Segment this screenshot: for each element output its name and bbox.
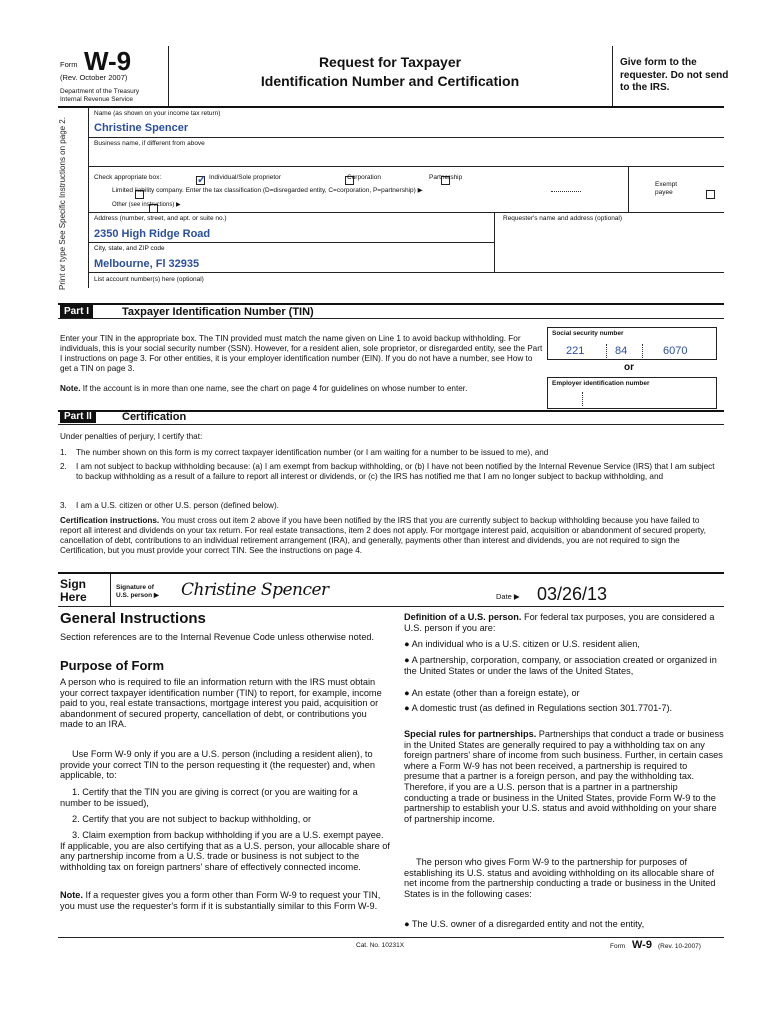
name-label: Name (as shown on your income tax return) — [94, 110, 221, 117]
check-box-label: Check appropriate box: — [94, 174, 162, 181]
purpose-item-2: 2. Certify that you are not subject to backup withholding, or — [72, 814, 312, 824]
exempt-payee-checkbox[interactable] — [706, 190, 715, 199]
us-person-definition-text: For federal tax purposes, you are considered a U.S. person if you are: — [404, 612, 715, 633]
part2-title: Certification — [122, 411, 187, 423]
address-field[interactable]: 2350 High Ridge Road — [94, 228, 211, 240]
ssn-part1: 221 — [566, 345, 585, 357]
signature-label-line2: U.S. person ▶ — [116, 592, 159, 599]
part2-intro: Under penalties of perjury, I certify that: — [60, 432, 203, 441]
partnership-paragraph-2: The person who gives Form W-9 to the partnership for purposes of establishing its U.S. status and avoiding withholding on its allocable share of net income from the partnership conducting a trade or business in the United States is in the following cases: — [404, 857, 716, 899]
form-code: W-9 — [84, 46, 132, 76]
special-rules-partnerships — [404, 729, 724, 824]
us-person-bullet-4: ● A domestic trust (as defined in Regulations section 301.7701-7). — [404, 703, 673, 713]
partnership-label: Partnership — [429, 174, 463, 181]
part1-tag: Part I — [60, 305, 93, 318]
purpose-item-3: 3. Claim exemption from backup withholding if you are a U.S. exempt payee. If applicable, you are also certifying that as a U.S. person, your allocable share of any partnership income from a U.S. trade or business is not subject to the withholding tax on foreign partners' share of effectively connected income. — [60, 830, 390, 872]
city-field[interactable]: Melbourne, Fl 32935 — [94, 258, 200, 270]
part1-note-text: If the account is in more than one name, see the chart on page 4 for guidelines on whose number to enter. — [80, 384, 468, 393]
city-label: City, state, and ZIP code — [94, 245, 165, 252]
footer-form-word: Form — [610, 943, 626, 950]
exempt-payee-label: Exempt payee — [655, 181, 678, 196]
general-instructions-text: Section references are to the Internal Revenue Code unless otherwise noted. — [60, 632, 375, 642]
ein-label: Employer identification number — [552, 380, 650, 387]
partnership-bullet-1: ● The U.S. owner of a disregarded entity and not the entity, — [404, 919, 645, 929]
purpose-item-1: 1. Certify that the TIN you are giving is correct (or you are waiting for a number to be issued), — [60, 787, 358, 808]
ssn-box[interactable] — [547, 327, 717, 360]
purpose-note-text: If a requester gives you a form other than Form W-9 to request your TIN, you must use the requester's form if it is substantially similar to this Form W-9. — [60, 890, 381, 911]
ssn-part3: 6070 — [663, 345, 688, 357]
item3-number: 3. — [60, 501, 67, 510]
business-name-field[interactable] — [94, 150, 694, 164]
or-label: or — [624, 362, 634, 373]
us-person-definition-label: Definition of a U.S. person. — [404, 612, 522, 622]
requester-label: Requester's name and address (optional) — [503, 215, 623, 222]
cert-instructions-text: You must cross out item 2 above if you have been notified by the IRS that you are currently subject to backup withholding because you have failed to report all interest and dividends on your tax return. For real estate transactions, item 2 does not apply. For mortgage interest paid, acquisition or abandonment of secured property, cancellation of debt, contributions to an individual retirement arrangement (IRA), and generally, payments other than interest and dividends, you are not required to sign the Certification, but you must provide your correct TIN. See the instructions on page 4. — [60, 516, 706, 555]
item1-number: 1. — [60, 448, 67, 457]
general-instructions-heading: General Instructions — [60, 610, 206, 627]
part2-tag: Part II — [60, 410, 96, 423]
form-revision: (Rev. October 2007) — [60, 73, 128, 82]
irs-label: Internal Revenue Service — [60, 96, 133, 103]
part1-title: Taxpayer Identification Number (TIN) — [122, 306, 314, 318]
form-title-line2: Identification Number and Certification — [260, 73, 520, 89]
side-instructions-label: Print or type See Specific Instructions on page 2. — [58, 117, 67, 290]
form-title-line1: Request for Taxpayer — [318, 54, 462, 70]
sign-here-line2: Here — [60, 590, 87, 604]
date-field[interactable]: 03/26/13 — [537, 584, 608, 604]
signature-field[interactable]: Christine Spencer — [181, 580, 329, 600]
llc-label: Limited liability company. Enter the tax classification (D=disregarded entity, C=corporation, P=partnership) ▶ — [112, 187, 423, 194]
sign-here — [60, 578, 87, 604]
sign-here-line1: Sign — [60, 577, 86, 591]
footer-form-code: W-9 — [632, 939, 652, 951]
other-label: Other (see instructions) ▶ — [112, 202, 181, 208]
llc-classification-field[interactable] — [551, 191, 581, 192]
form-word: Form — [60, 60, 78, 69]
us-person-bullet-1: ● An individual who is a U.S. citizen or U.S. resident alien, — [404, 639, 640, 649]
give-form-note: Give form to the requester. Do not send to the IRS. — [620, 57, 729, 93]
signature-label — [116, 584, 159, 600]
ssn-label: Social security number — [552, 330, 624, 337]
treasury-dept: Department of the Treasury — [60, 88, 140, 95]
item3-text: I am a U.S. citizen or other U.S. person (defined below). — [76, 501, 279, 510]
us-person-bullet-2: ● A partnership, corporation, company, or association created or organized in the United States or under the laws of the United States, — [404, 655, 717, 676]
catalog-number: Cat. No. 10231X — [356, 942, 405, 949]
ein-box[interactable] — [547, 377, 717, 409]
purpose-note — [60, 890, 390, 911]
account-label: List account number(s) here (optional) — [94, 276, 204, 283]
purpose-of-form-heading: Purpose of Form — [60, 658, 165, 673]
purpose-paragraph-1: A person who is required to file an information return with the IRS must obtain your correct taxpayer identification number (TIN) to report, for example, income paid to you, real estate transactions, mortgage interest you paid, acquisition or abandonment of secured property, cancellation of debt, or contributions you made to an IRA. — [60, 677, 382, 730]
date-label: Date ▶ — [496, 592, 520, 601]
special-rules-label: Special rules for partnerships. — [404, 729, 537, 739]
cert-instructions-label: Certification instructions. — [60, 516, 160, 525]
ssn-part2: 84 — [615, 345, 628, 357]
special-rules-text: Partnerships that conduct a trade or business in the United States are generally required to pay a withholding tax on any foreign partners' share of income from such business. Further, in certain cases where a Form W-9 has not been received, a partnership is required to presume that a partner is a foreign person, and pay the withholding tax. Therefore, if you are a U.S. person that is a partner in a partnership conducting a trade or business in the United States, provide Form W-9 to the partnership to establish your U.S. status and avoid withholding on your share of partnership income. — [404, 729, 724, 824]
us-person-bullet-3: ● An estate (other than a foreign estate), or — [404, 688, 580, 698]
address-label: Address (number, street, and apt. or suite no.) — [94, 215, 227, 222]
signature-label-line1: Signature of — [116, 584, 154, 591]
purpose-paragraph-2: Use Form W-9 only if you are a U.S. person (including a resident alien), to provide your correct TIN to the person requesting it (the requester) and, when applicable, to: — [60, 749, 375, 781]
part1-note — [60, 384, 530, 394]
part1-note-label: Note. — [60, 384, 81, 393]
name-field[interactable]: Christine Spencer — [94, 122, 189, 134]
item1-text: The number shown on this form is my correct taxpayer identification number (or I am waiting for a number to be issued to me), and — [76, 448, 549, 457]
us-person-definition — [404, 612, 724, 633]
purpose-note-label: Note. — [60, 890, 83, 900]
footer-revision: (Rev. 10-2007) — [658, 943, 701, 950]
business-name-label: Business name, if different from above — [94, 140, 205, 147]
cert-instructions — [60, 516, 720, 556]
item2-text: I am not subject to backup withholding because: (a) I am exempt from backup withholding, or (b) I have not been notified by the Internal Revenue Service (IRS) that I am subject to backup withholding as a result of a failure to report all interest or dividends, or (c) the IRS has notified me that I am no longer subject to backup withholding, and — [76, 462, 715, 481]
part1-instructions: Enter your TIN in the appropriate box. The TIN provided must match the name given on Line 1 to avoid backup withholding. For individuals, this is your social security number (SSN). However, for a resident alien, sole proprietor, or disregarded entity, see the Part I instructions on page 3. For other entities, it is your employer identification number (EIN). If you do not have a number, see How to get a TIN on page 3. — [60, 334, 543, 373]
corporation-label: Corporation — [347, 174, 381, 181]
individual-checkbox[interactable] — [196, 176, 205, 185]
item2-number: 2. — [60, 462, 67, 471]
individual-label: Individual/Sole proprietor — [209, 174, 281, 181]
